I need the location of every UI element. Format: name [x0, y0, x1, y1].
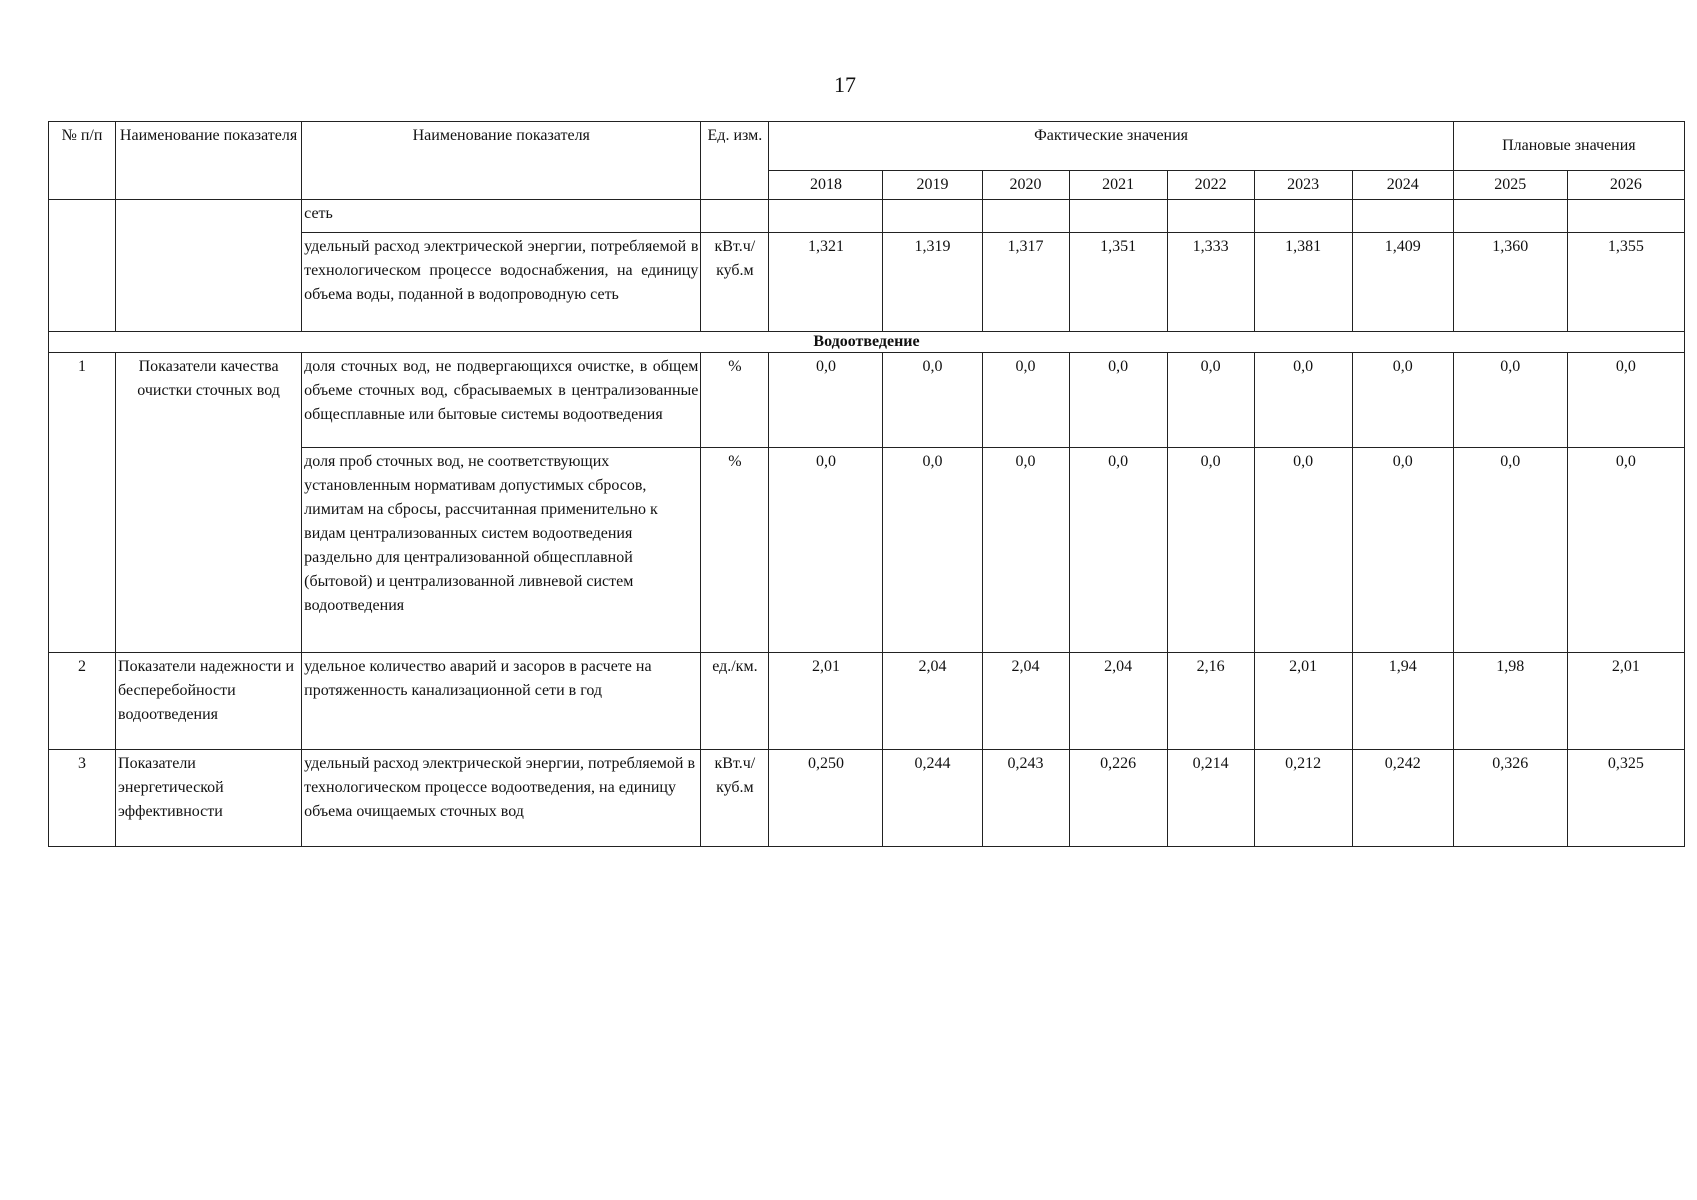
row-value: 1,321	[769, 233, 883, 332]
row-value: 0,212	[1254, 750, 1352, 847]
row-indicator: удельный расход электрической энергии, потребляемой в технологическом процессе водоотведения, на единицу объема очищаемых сточных вод	[302, 750, 701, 847]
row-value: 0,0	[883, 448, 982, 653]
section-header-row	[49, 332, 1685, 353]
row-value: 0,0	[1352, 353, 1453, 448]
row-unit: кВт.ч/куб.м	[701, 233, 769, 332]
row-indicator: удельный расход электрической энергии, потребляемой в технологическом процессе водоснабжения, на единицу объема воды, поданной в водопроводную сеть	[302, 233, 701, 332]
row-value: 0,0	[982, 448, 1069, 653]
row-value: 0,243	[982, 750, 1069, 847]
row-value: 2,04	[883, 653, 982, 750]
page-number: 17	[834, 72, 856, 97]
row-value: 1,360	[1453, 233, 1567, 332]
row-indicator: доля сточных вод, не подвергающихся очистке, в общем объеме сточных вод, сбрасываемых в централизованные общесплавные или бытовые системы водоотведения	[302, 353, 701, 448]
header-indicator-name: Наименование показателя	[302, 122, 701, 200]
header-actual-values: Фактические значения	[769, 122, 1453, 171]
row-value	[1069, 200, 1167, 233]
header-year: 2018	[769, 171, 883, 200]
header-year: 2022	[1167, 171, 1254, 200]
row-value	[982, 200, 1069, 233]
table-row	[49, 200, 1685, 233]
row-num: 1	[49, 353, 116, 653]
row-value: 0,226	[1069, 750, 1167, 847]
row-value: 0,214	[1167, 750, 1254, 847]
section-title: Водоотведение	[49, 332, 1685, 353]
row-unit: %	[701, 448, 769, 653]
header-year: 2019	[883, 171, 982, 200]
row-indicator: доля проб сточных вод, не соответствующих установленным нормативам допустимых сбросов, лимитам на сбросы, рассчитанная применительно к видам централизованных систем водоотведения раздельно для централизованной общесплавной (бытовой) и централизованной ливневой систем водоотведения	[302, 448, 701, 653]
row-value: 0,0	[1167, 448, 1254, 653]
row-value: 1,351	[1069, 233, 1167, 332]
row-unit: кВт.ч/куб.м	[701, 750, 769, 847]
row-value: 0,0	[1069, 353, 1167, 448]
row-value	[1254, 200, 1352, 233]
header-year: 2025	[1453, 171, 1567, 200]
row-value	[769, 200, 883, 233]
header-year: 2026	[1567, 171, 1684, 200]
row-indicator: удельное количество аварий и засоров в расчете на протяженность канализационной сети в год	[302, 653, 701, 750]
row-value: 1,409	[1352, 233, 1453, 332]
row-value: 0,0	[769, 448, 883, 653]
header-year: 2020	[982, 171, 1069, 200]
row-value: 0,0	[1453, 353, 1567, 448]
row-value: 2,01	[1567, 653, 1684, 750]
table-row	[49, 750, 1685, 847]
row-group-name: Показатели качества очистки сточных вод	[116, 353, 302, 653]
row-value: 1,381	[1254, 233, 1352, 332]
header-group-name: Наименование показателя	[116, 122, 302, 200]
row-value: 1,355	[1567, 233, 1684, 332]
row-value	[1567, 200, 1684, 233]
row-num	[49, 200, 116, 332]
row-value: 0,0	[1254, 353, 1352, 448]
row-value: 0,0	[1567, 353, 1684, 448]
row-value: 0,0	[1453, 448, 1567, 653]
row-value: 0,0	[769, 353, 883, 448]
row-value: 0,0	[1069, 448, 1167, 653]
row-value	[1453, 200, 1567, 233]
indicators-table	[48, 121, 1685, 847]
row-value	[1167, 200, 1254, 233]
header-planned-values: Плановые значения	[1453, 122, 1684, 171]
row-value: 0,242	[1352, 750, 1453, 847]
row-unit: %	[701, 353, 769, 448]
row-value: 0,0	[1352, 448, 1453, 653]
row-unit: ед./км.	[701, 653, 769, 750]
row-value: 0,326	[1453, 750, 1567, 847]
row-num: 2	[49, 653, 116, 750]
row-value: 2,01	[1254, 653, 1352, 750]
row-value: 2,04	[1069, 653, 1167, 750]
header-year: 2024	[1352, 171, 1453, 200]
row-value: 0,0	[982, 353, 1069, 448]
row-value: 2,01	[769, 653, 883, 750]
row-value: 1,333	[1167, 233, 1254, 332]
row-value: 0,0	[883, 353, 982, 448]
row-value: 1,319	[883, 233, 982, 332]
row-value: 1,98	[1453, 653, 1567, 750]
row-value	[1352, 200, 1453, 233]
row-group-name	[116, 200, 302, 332]
row-value: 0,0	[1167, 353, 1254, 448]
row-num: 3	[49, 750, 116, 847]
row-value: 1,317	[982, 233, 1069, 332]
row-value: 0,244	[883, 750, 982, 847]
row-value: 0,0	[1567, 448, 1684, 653]
row-value: 2,16	[1167, 653, 1254, 750]
row-value: 2,04	[982, 653, 1069, 750]
row-value: 1,94	[1352, 653, 1453, 750]
row-unit	[701, 200, 769, 233]
row-group-name: Показатели надежности и бесперебойности водоотведения	[116, 653, 302, 750]
table-row	[49, 653, 1685, 750]
row-value: 0,325	[1567, 750, 1684, 847]
header-year: 2021	[1069, 171, 1167, 200]
table-row	[49, 353, 1685, 448]
row-value	[883, 200, 982, 233]
row-value: 0,0	[1254, 448, 1352, 653]
row-group-name: Показатели энергетической эффективности	[116, 750, 302, 847]
row-value: 0,250	[769, 750, 883, 847]
header-unit: Ед. изм.	[701, 122, 769, 200]
header-year: 2023	[1254, 171, 1352, 200]
header-num: № п/п	[49, 122, 116, 200]
row-indicator: сеть	[302, 200, 701, 233]
